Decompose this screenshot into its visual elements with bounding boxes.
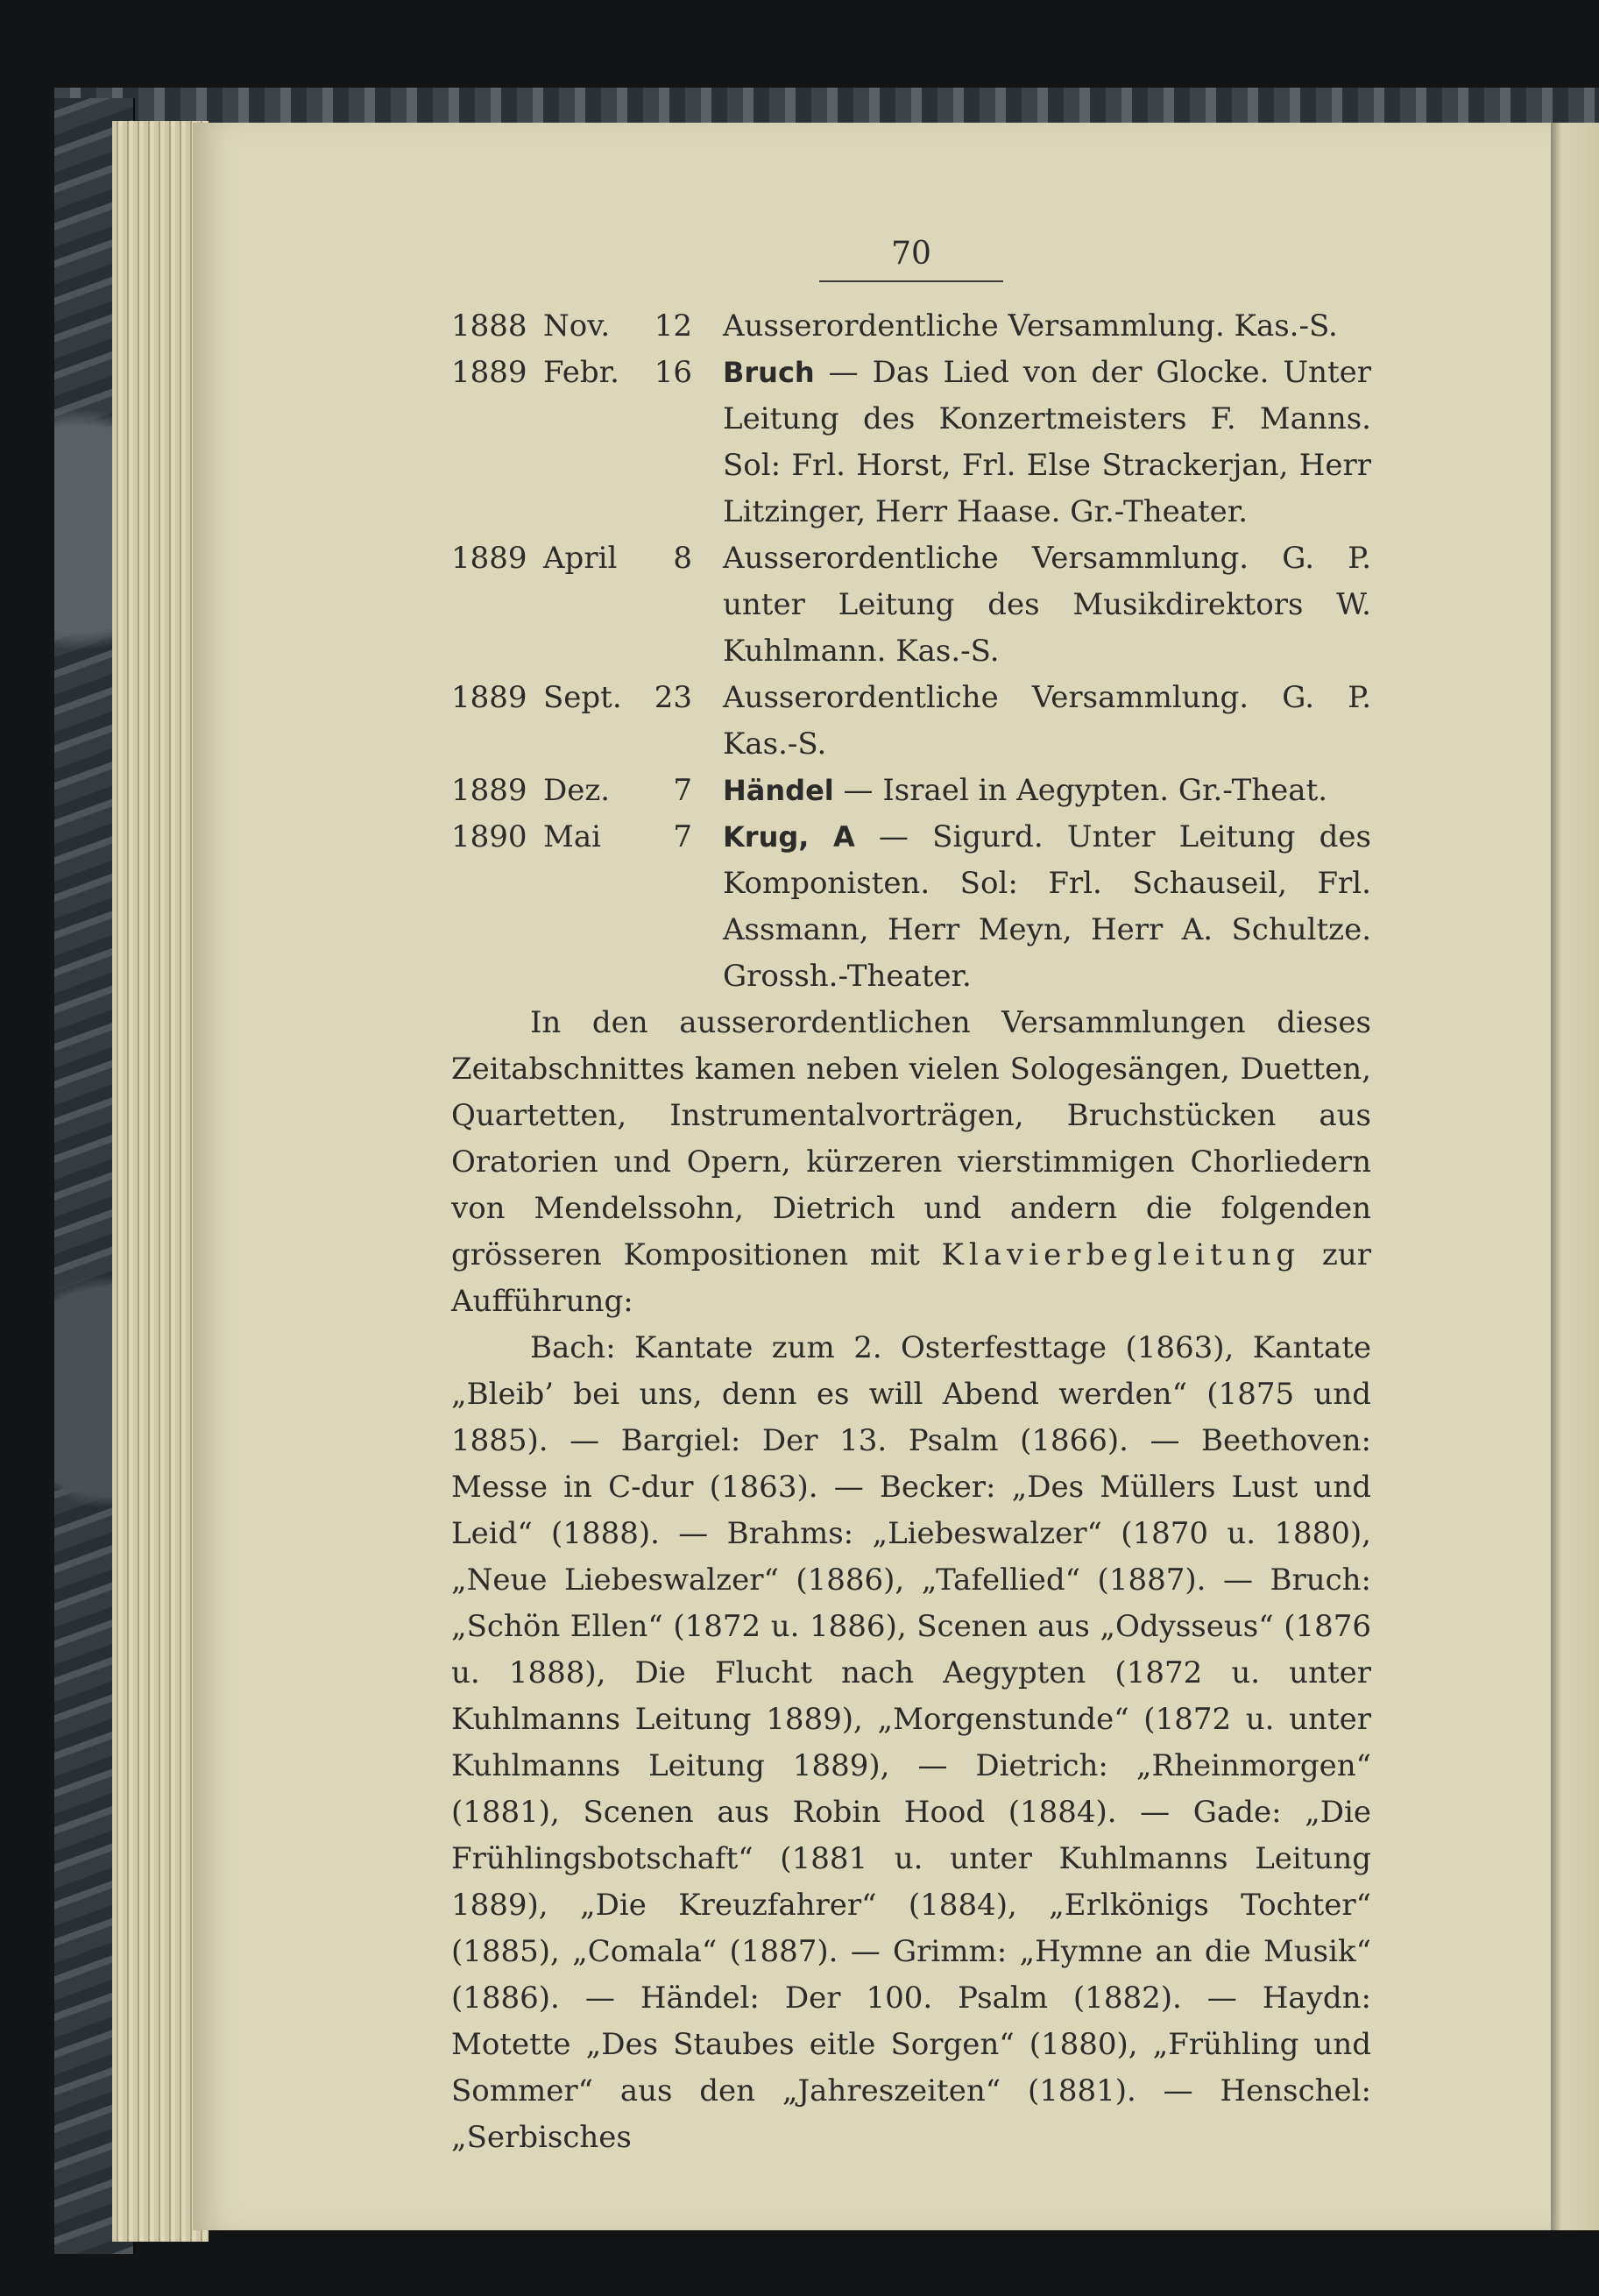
compositions-paragraph: Bach: Kantate zum 2. Osterfesttage (1863), Kantate „Bleib’ bei uns, denn es will Abend werden“ (1875 und 1885). — Bargiel: Der 13. Psalm (1866). — Beethoven: Messe in C-dur (1863). — Becker: „Des Müllers Lust und Leid“ (1888). — Brahms: „Liebeswalzer“ (1870 u. 1880), „Neue Liebeswalzer“ (1886), „Tafellied“ (1887). — Bruch: „Schön Ellen“ (1872 u. 1886), Scenen aus „Odysseus“ (1876 u. 1888), Die Flucht nach Aegypten (1872 u. unter Kuhlmanns Leitung 1889), „Morgenstunde“ (1872 u. unter Kuhlmanns Leitung 1889), — Dietrich: „Rheinmorgen“ (1881), Scenen aus Robin Hood (1884). — Gade: „Die Frühlingsbotschaft“ (1881 u. unter Kuhlmanns Leitung 1889), „Die Kreuzfahrer“ (1884), „Erlkönigs Tochter“ (1885), „Comala“ (1887). — Grimm: „Hymne an die Musik“ (1886). — Händel: Der 100. Psalm (1882). — Haydn: Motette „Des Staubes eitle Sorgen“ (1880), „Frühling und Sommer“ aus den „Jahreszeiten“ (1881). — Henschel: „Serbisches: [451, 1330, 1371, 2155]
entry-composer: Händel: [723, 774, 834, 807]
entry-description: [723, 675, 1371, 768]
page-number: 70: [819, 237, 1003, 282]
entry-description: [723, 535, 1371, 675]
entry-month: Dez.: [543, 773, 611, 808]
next-page-edge: [1551, 123, 1599, 2230]
entry-day: 7: [673, 819, 692, 854]
entry-month: Sept.: [543, 680, 622, 715]
intro-paragraph: [451, 1000, 1371, 1325]
entry-year: 1889: [451, 680, 527, 715]
entry-year: 1888: [451, 308, 527, 344]
entry-description: [723, 303, 1371, 350]
chronicle-entry: [451, 675, 1371, 768]
entry-month: Nov.: [543, 308, 611, 344]
entry-composer: Krug, A: [723, 820, 855, 854]
entry-text: Ausserordentliche Versammlung. G. P. Kas.-S.: [723, 680, 1371, 762]
entry-month: April: [543, 541, 618, 576]
book-top-edge: [54, 88, 1599, 123]
entry-day: 8: [673, 541, 692, 576]
entry-text: Ausserordentliche Versammlung. G. P. unter Leitung des Musikdirektors W. Kuhlmann. Kas.-S.: [723, 541, 1371, 669]
entry-month: Mai: [543, 819, 601, 854]
chronicle-entry: [451, 768, 1371, 814]
entry-description: [723, 814, 1371, 1000]
entry-day: 16: [654, 355, 692, 390]
chronicle-entry: [451, 350, 1371, 535]
entry-text: — Israel in Aegypten. Gr.-Theat.: [843, 773, 1328, 808]
entry-year: 1889: [451, 773, 527, 808]
chronicle-entry: [451, 814, 1371, 1000]
entry-year: 1889: [451, 541, 527, 576]
chronicle-entries: [451, 303, 1371, 1000]
chronicle-entry: [451, 535, 1371, 675]
intro-text-end: zur Aufführung:: [451, 1237, 1371, 1319]
intro-text: In den ausserordentlichen Versammlungen dieses Zeitabschnittes kamen neben vielen Sologesängen, Duetten, Quartetten, Instrumentalvorträgen, Bruchstücken aus Oratorien und Opern, kürzeren vierstimmigen Chorliedern von Mendelssohn, Dietrich und andern die folgenden grösseren Kompositionen mit: [451, 1005, 1371, 1272]
page-content: [451, 237, 1371, 2161]
intro-spaced-term: Klavierbegleitung: [941, 1237, 1301, 1272]
entry-text: — Sigurd. Unter Leitung des Komponisten. Sol: Frl. Schauseil, Frl. Assmann, Herr Meyn, Herr A. Schultze. Grossh.-Theater.: [723, 819, 1371, 994]
entry-day: 7: [673, 773, 692, 808]
entry-text: Ausserordentliche Versammlung. Kas.-S.: [723, 308, 1338, 344]
entry-month: Febr.: [543, 355, 619, 390]
entry-year: 1889: [451, 355, 527, 390]
entry-day: 12: [654, 308, 692, 344]
entry-day: 23: [654, 680, 692, 715]
entry-description: [723, 350, 1371, 535]
entry-composer: Bruch: [723, 356, 815, 389]
entry-text: — Das Lied von der Glocke. Unter Leitung des Konzertmeisters F. Manns. Sol: Frl. Horst, Frl. Else Strackerjan, Herr Litzinger, Herr Haase. Gr.-Theater.: [723, 355, 1372, 529]
chronicle-entry: [451, 303, 1371, 350]
entry-description: [723, 768, 1371, 814]
entry-year: 1890: [451, 819, 527, 854]
